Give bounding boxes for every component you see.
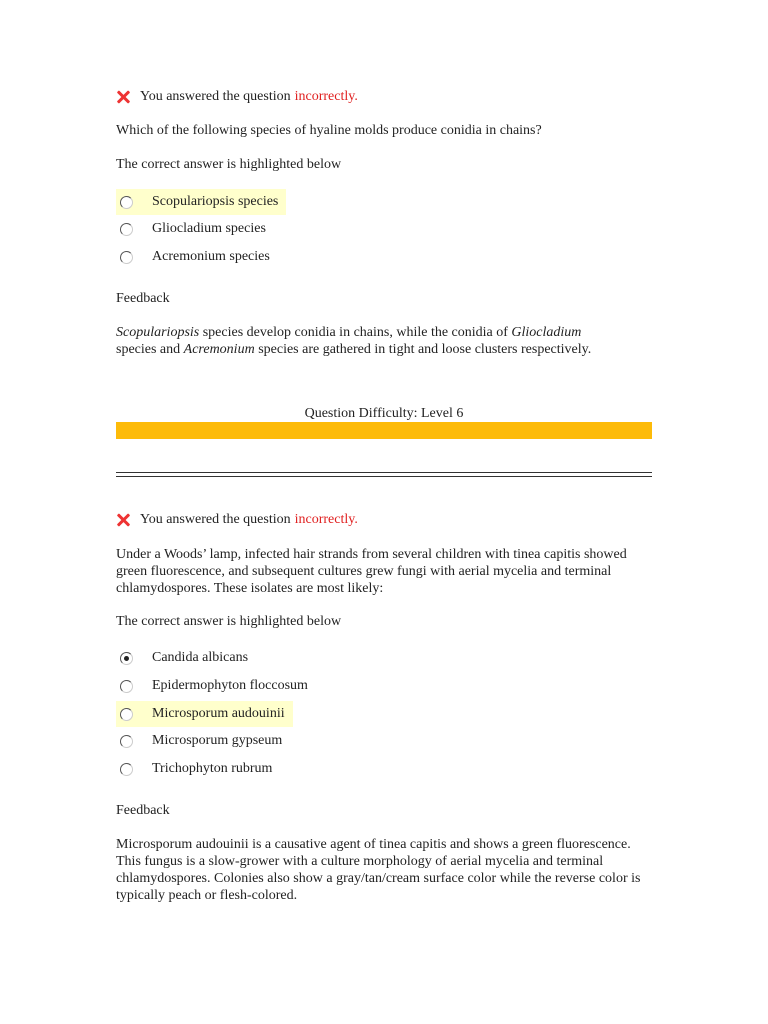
q2-question-text: Under a Woods’ lamp, infected hair strands from several children with tinea capitis showed green fluorescence, and subsequent cultures grew fungi with aerial mycelia and terminal chlamydospores. These isolates are most likely:	[116, 547, 627, 596]
radio-button[interactable]	[120, 763, 133, 776]
q1-feedback-term-1: Scopulariopsis	[116, 325, 200, 340]
q1-result-status	[116, 87, 358, 107]
radio-button[interactable]	[120, 708, 133, 721]
q1-feedback-text	[116, 324, 656, 358]
q2-option-2-label: Epidermophyton floccosum	[152, 678, 308, 693]
radio-button[interactable]	[120, 196, 133, 209]
divider	[116, 472, 652, 473]
q1-answer-note: The correct answer is highlighted below	[116, 157, 342, 172]
q1-feedback-part-2: species develop conidia in chains, while the conidia of	[199, 325, 512, 340]
radio-button[interactable]	[120, 223, 133, 236]
q1-feedback-part-6: species are gathered in tight and loose clusters respectively.	[254, 342, 592, 357]
q2-feedback-label: Feedback	[116, 803, 170, 818]
q2-option-4-label: Microsporum gypseum	[152, 733, 283, 748]
q1-feedback-label: Feedback	[116, 291, 170, 306]
q1-feedback-term-3: Gliocladium	[511, 325, 582, 340]
q1-difficulty-label: Question Difficulty: Level 6	[304, 406, 464, 421]
q2-option-5-label: Trichophyton rubrum	[152, 761, 273, 776]
q2-option-3-label: Microsporum audouinii	[152, 706, 285, 721]
q2-status-incorrect: incorrectly.	[294, 512, 358, 527]
q2-status-text: You answered the question	[140, 512, 291, 527]
radio-button-selected[interactable]	[120, 652, 133, 665]
q1-feedback-term-5: Acremonium	[183, 342, 255, 357]
q2-option-5[interactable]	[116, 756, 280, 782]
q1-option-1[interactable]	[116, 189, 286, 215]
q1-option-3[interactable]	[116, 244, 278, 270]
q2-feedback-text: Microsporum audouinii is a causative agent of tinea capitis and shows a green fluorescence. This fungus is a slow-grower with a culture morphology of aerial mycelia and terminal chlamydospores. Colonies also show a gray/tan/cream surface color while the reverse color is typically peach or flesh-colored.	[116, 837, 641, 903]
radio-button[interactable]	[120, 680, 133, 693]
q1-status-incorrect: incorrectly.	[294, 89, 358, 104]
q2-option-3[interactable]	[116, 701, 293, 727]
q2-result-status	[116, 510, 358, 530]
q1-option-2[interactable]	[116, 216, 274, 242]
q1-option-1-label: Scopulariopsis species	[152, 194, 279, 209]
difficulty-bar	[116, 422, 652, 439]
q2-option-2[interactable]	[116, 673, 316, 699]
q2-option-1-label: Candida albicans	[152, 650, 249, 665]
divider	[116, 476, 652, 477]
q1-option-2-label: Gliocladium species	[152, 221, 266, 236]
q1-question-text: Which of the following species of hyaline molds produce conidia in chains?	[116, 123, 542, 138]
q1-option-3-label: Acremonium species	[152, 249, 270, 264]
q2-answer-note: The correct answer is highlighted below	[116, 614, 342, 629]
q2-option-4[interactable]	[116, 728, 290, 754]
radio-button[interactable]	[120, 735, 133, 748]
incorrect-x-icon	[116, 90, 130, 104]
incorrect-x-icon	[116, 513, 130, 527]
q1-feedback-part-4: species and	[116, 342, 184, 357]
radio-button[interactable]	[120, 251, 133, 264]
q2-option-1[interactable]	[116, 645, 256, 671]
q1-status-text: You answered the question	[140, 89, 291, 104]
